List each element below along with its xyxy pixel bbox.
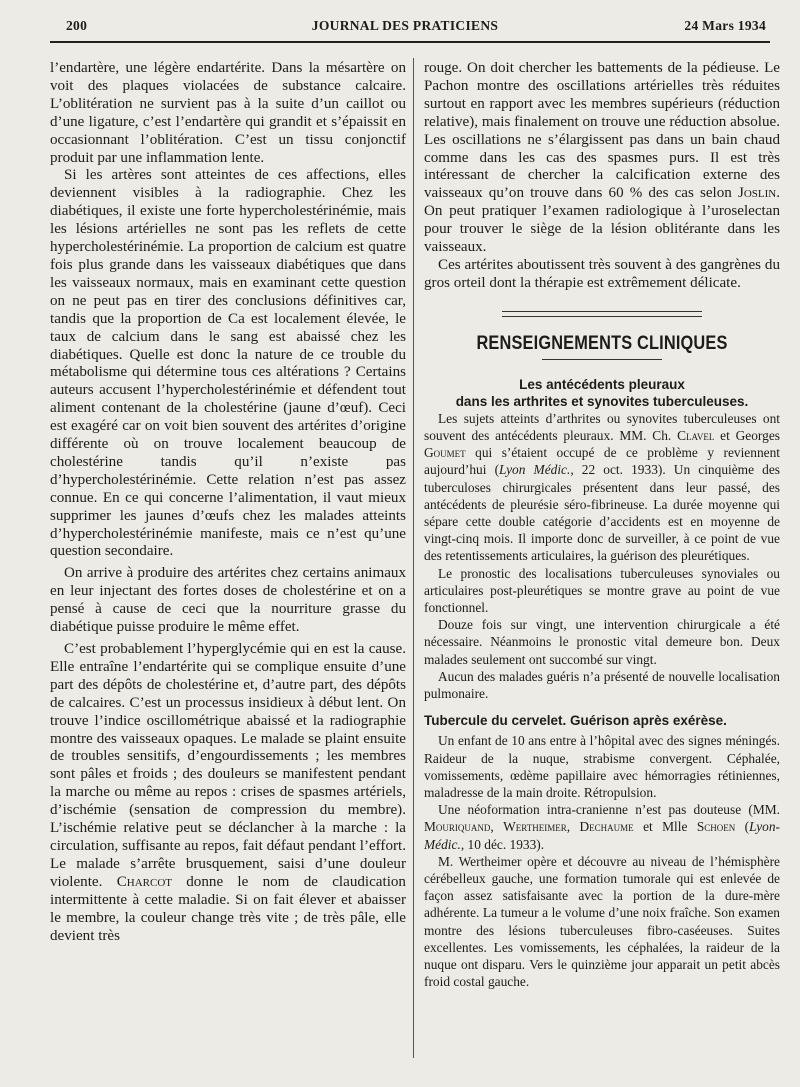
left-column — [50, 60, 406, 945]
section-divider — [502, 311, 702, 317]
author-name: Wertheimer — [503, 819, 567, 835]
paragraph — [424, 801, 780, 853]
paragraph-text: Une néoformation intra-cranienne n’est pas douteuse (MM. — [438, 802, 780, 818]
author-name: Goumet — [424, 445, 466, 461]
paragraph: Aucun des malades guéris n’a présenté de nouvelle localisation pulmonaire. — [424, 668, 780, 701]
paragraph: Si les artères sont atteintes de ces affections, elles deviennent visibles à la radiographie. Chez les diabétiques, il existe une forte hypercholestérinémie, mais les lésions artérielles ne sont pas les reflets de cette hypercholestérinémie. La proportion de calcium est quatre fois plus grande dans les vaisseaux diabétiques que dans les vaisseaux normaux, mais en examinant cette question on ne peut pas en tirer des conclusions définitives car, tandis que la proportion de Ca est localement élevée, le taux de calcium dans le sang est abaissé chez les diabétiques. Quelle est donc la nature de ce trouble du métabolisme qui détermine tous ces altérations ? Certains auteurs accusent l’hypercholestérinémie et défendent tout aliment contenant de la cholestérine (jaune d’œuf). Ceci est exagéré car on voit bien souvent des artérites d’origine différente où on trouve localement beaucoup de cholestérine tandis qu’il n’existe pas d’hypercholestérinémie. Cette relation n’est pas assez connue. En ce qui concerne l’alimentation, il vaut mieux supprimer les jaunes d’œufs chez les malades atteints d’hypercholestérinémie manifeste, mais ce n’est qu’une question secondaire. — [50, 167, 406, 560]
paragraph: M. Wertheimer opère et découvre au niveau de l’hémisphère cérébelleux gauche, une formation tumorale qui est enlevée de façon assez satisfaisante avec la portion de la dure-mère adhérente. La tumeur a le volume d’une noix fraîche. Son examen montre des lésions tuberculeuses fibro-caséeuses. Suites excellentes. Les vomissements, les céphalées, la raideur de la nuque ont disparu. Vers le quinzième jour apparait un petit abcès froid costal gauche. — [424, 853, 780, 990]
paragraph — [424, 410, 780, 565]
issue-date: 24 Mars 1934 — [684, 18, 766, 33]
author-name: Dechaume — [579, 819, 634, 835]
title-underline — [542, 359, 662, 360]
author-name: Charcot — [116, 873, 172, 890]
journal-title: JOURNAL DES PRATICIENS — [311, 18, 499, 33]
author-name: Joslin — [737, 185, 777, 202]
section-title: RENSEIGNEMENTS CLINIQUES — [476, 332, 728, 354]
paragraph: l’endartère, une légère endartérite. Dans la mésartère on voit des plaques violacées de substance calcaire. L’oblitération ne survient pas à la suite d’un caillot ou d’une ligature, c’est l’endartère qui grandit et s’épaissit en occasionnant l’oblitération. C’est un tissu conjonctif produit par une inflammation lente. — [50, 60, 406, 166]
paragraph-text: et Mlle — [633, 819, 697, 835]
paragraph-text: . On peut pratiquer l’examen radiologique à l’uroselectan pour trouver le siège de la lésion oblitérante dans les vaisseaux. — [424, 185, 780, 256]
right-column — [424, 60, 780, 990]
author-name: Mouriquand — [424, 819, 491, 835]
column-divider — [413, 58, 414, 1058]
paragraph — [424, 60, 780, 257]
author-name: Schoen — [696, 819, 736, 835]
page-number: 200 — [66, 18, 88, 33]
paragraph: Un enfant de 10 ans entre à l’hôpital avec des signes méningés. Raideur de la nuque, strabisme convergent. Céphalée, vomissements, œdème papillaire avec hémorragies rétiniennes, maladresse de la main droite. Rétropulsion. — [424, 733, 780, 800]
article-title: Tubercule du cervelet. Guérison après exérèse. — [424, 713, 727, 729]
paragraph-text: , — [566, 819, 580, 835]
paragraph-text: , 10 déc. 1933). — [460, 836, 545, 852]
paragraph: On arrive à produire des artérites chez certains animaux en leur injectant des fortes doses de cholestérine et on a pensé à cause de ceci que la nourriture grasse du diabétique puisse produire le même effet. — [50, 565, 406, 636]
running-header — [44, 18, 766, 38]
paragraph-text: et Georges — [714, 427, 780, 443]
paragraph-text: , 22 oct. 1933). Un cinquième des tuberculoses chirurgicales présentent dans leur passé, des antécédents de pleurésie séro-fibrineuse. La durée moyenne qui sépare cette double catégorie d’accidents est en moyenne de vingt-cinq mois. Il importe donc de surveiller, à ce point de vue des retentissements articulaires, la guérison des pleurétiques. — [424, 462, 780, 564]
paragraph — [50, 641, 406, 945]
paragraph: Ces artérites aboutissent très souvent à des gangrènes du gros orteil dont la thérapie est extrêmement délicate. — [424, 256, 780, 291]
journal-ref: Lyon Médic. — [499, 462, 571, 478]
header-rule — [50, 41, 770, 43]
article-title-line: dans les arthrites et synovites tuberculeuses. — [455, 393, 749, 409]
paragraph-text: , — [490, 819, 504, 835]
article-title — [424, 376, 780, 410]
paragraph: Douze fois sur vingt, une intervention chirurgicale a été nécessaire. Néanmoins le pronostic vital demeure bon. Deux malades seulement ont succombé sur vingt. — [424, 617, 780, 667]
article-body — [424, 410, 780, 991]
paragraph-text: ( — [735, 819, 750, 835]
paragraph-text: rouge. On doit chercher les battements de la pédieuse. Le Pachon montre des oscillations artérielles très réduites surtout en rapport avec les membres supérieurs (réduction relative), mais finalement on trouve une réduction absolue. Les oscillations ne s’élargissent pas dans un bain chaud comme dans les cas des spasmes purs. Il est très intéressant de chercher la calcification externe des vaisseaux qu’on trouve dans 60 % des cas selon — [424, 60, 780, 202]
paragraph: Le pronostic des localisations tuberculeuses synoviales ou articulaires post-pleurétiques se montre grave au point de vue fonctionnel. — [424, 565, 780, 615]
paragraph-text: donne le nom de claudication intermittente à cette maladie. Si on fait élever et abaisser le membre, la couleur change très vite ; de très pâle, elle devient très — [50, 873, 406, 944]
author-name: Clavel — [677, 427, 715, 443]
journal-ref: Lyon-Médic. — [424, 819, 780, 852]
paragraph-text: qui s’étaient occupé de ce problème y reviennent aujourd’hui ( — [424, 445, 780, 478]
paragraph-text: Les sujets atteints d’arthrites ou synovites tuberculeuses ont souvent des antécédents pleuraux. MM. Ch. — [424, 410, 780, 443]
paragraph-text: C’est probablement l’hyperglycémie qui en est la cause. Elle entraîne l’endartérite qui se complique ensuite d’une part des dépôts de cholestérine et, d’autre part, des dépôts de calcaires. C’est un processus insidieux à début lent. On trouve l’indice oscillométrique abaissé et la radiographie montre des vaisseaux opaques. Le malade se plaint ensuite de troubles sensitifs, d’engourdissements ; les membres sont pâles et froids ; des douleurs se manifestent pendant la marche ou même au repos : crises de spasmes artériels, d’ischémie (sensation de compression du membre). L’ischémie relative peut se déclancher à la marche : la circulation, suffisante au repos, fait défaut pendant l’effort. Le malade s’arrête brusquement, saisi d’une douleur violente. — [50, 641, 406, 890]
article-title-line: Les antécédents pleuraux — [519, 376, 685, 392]
